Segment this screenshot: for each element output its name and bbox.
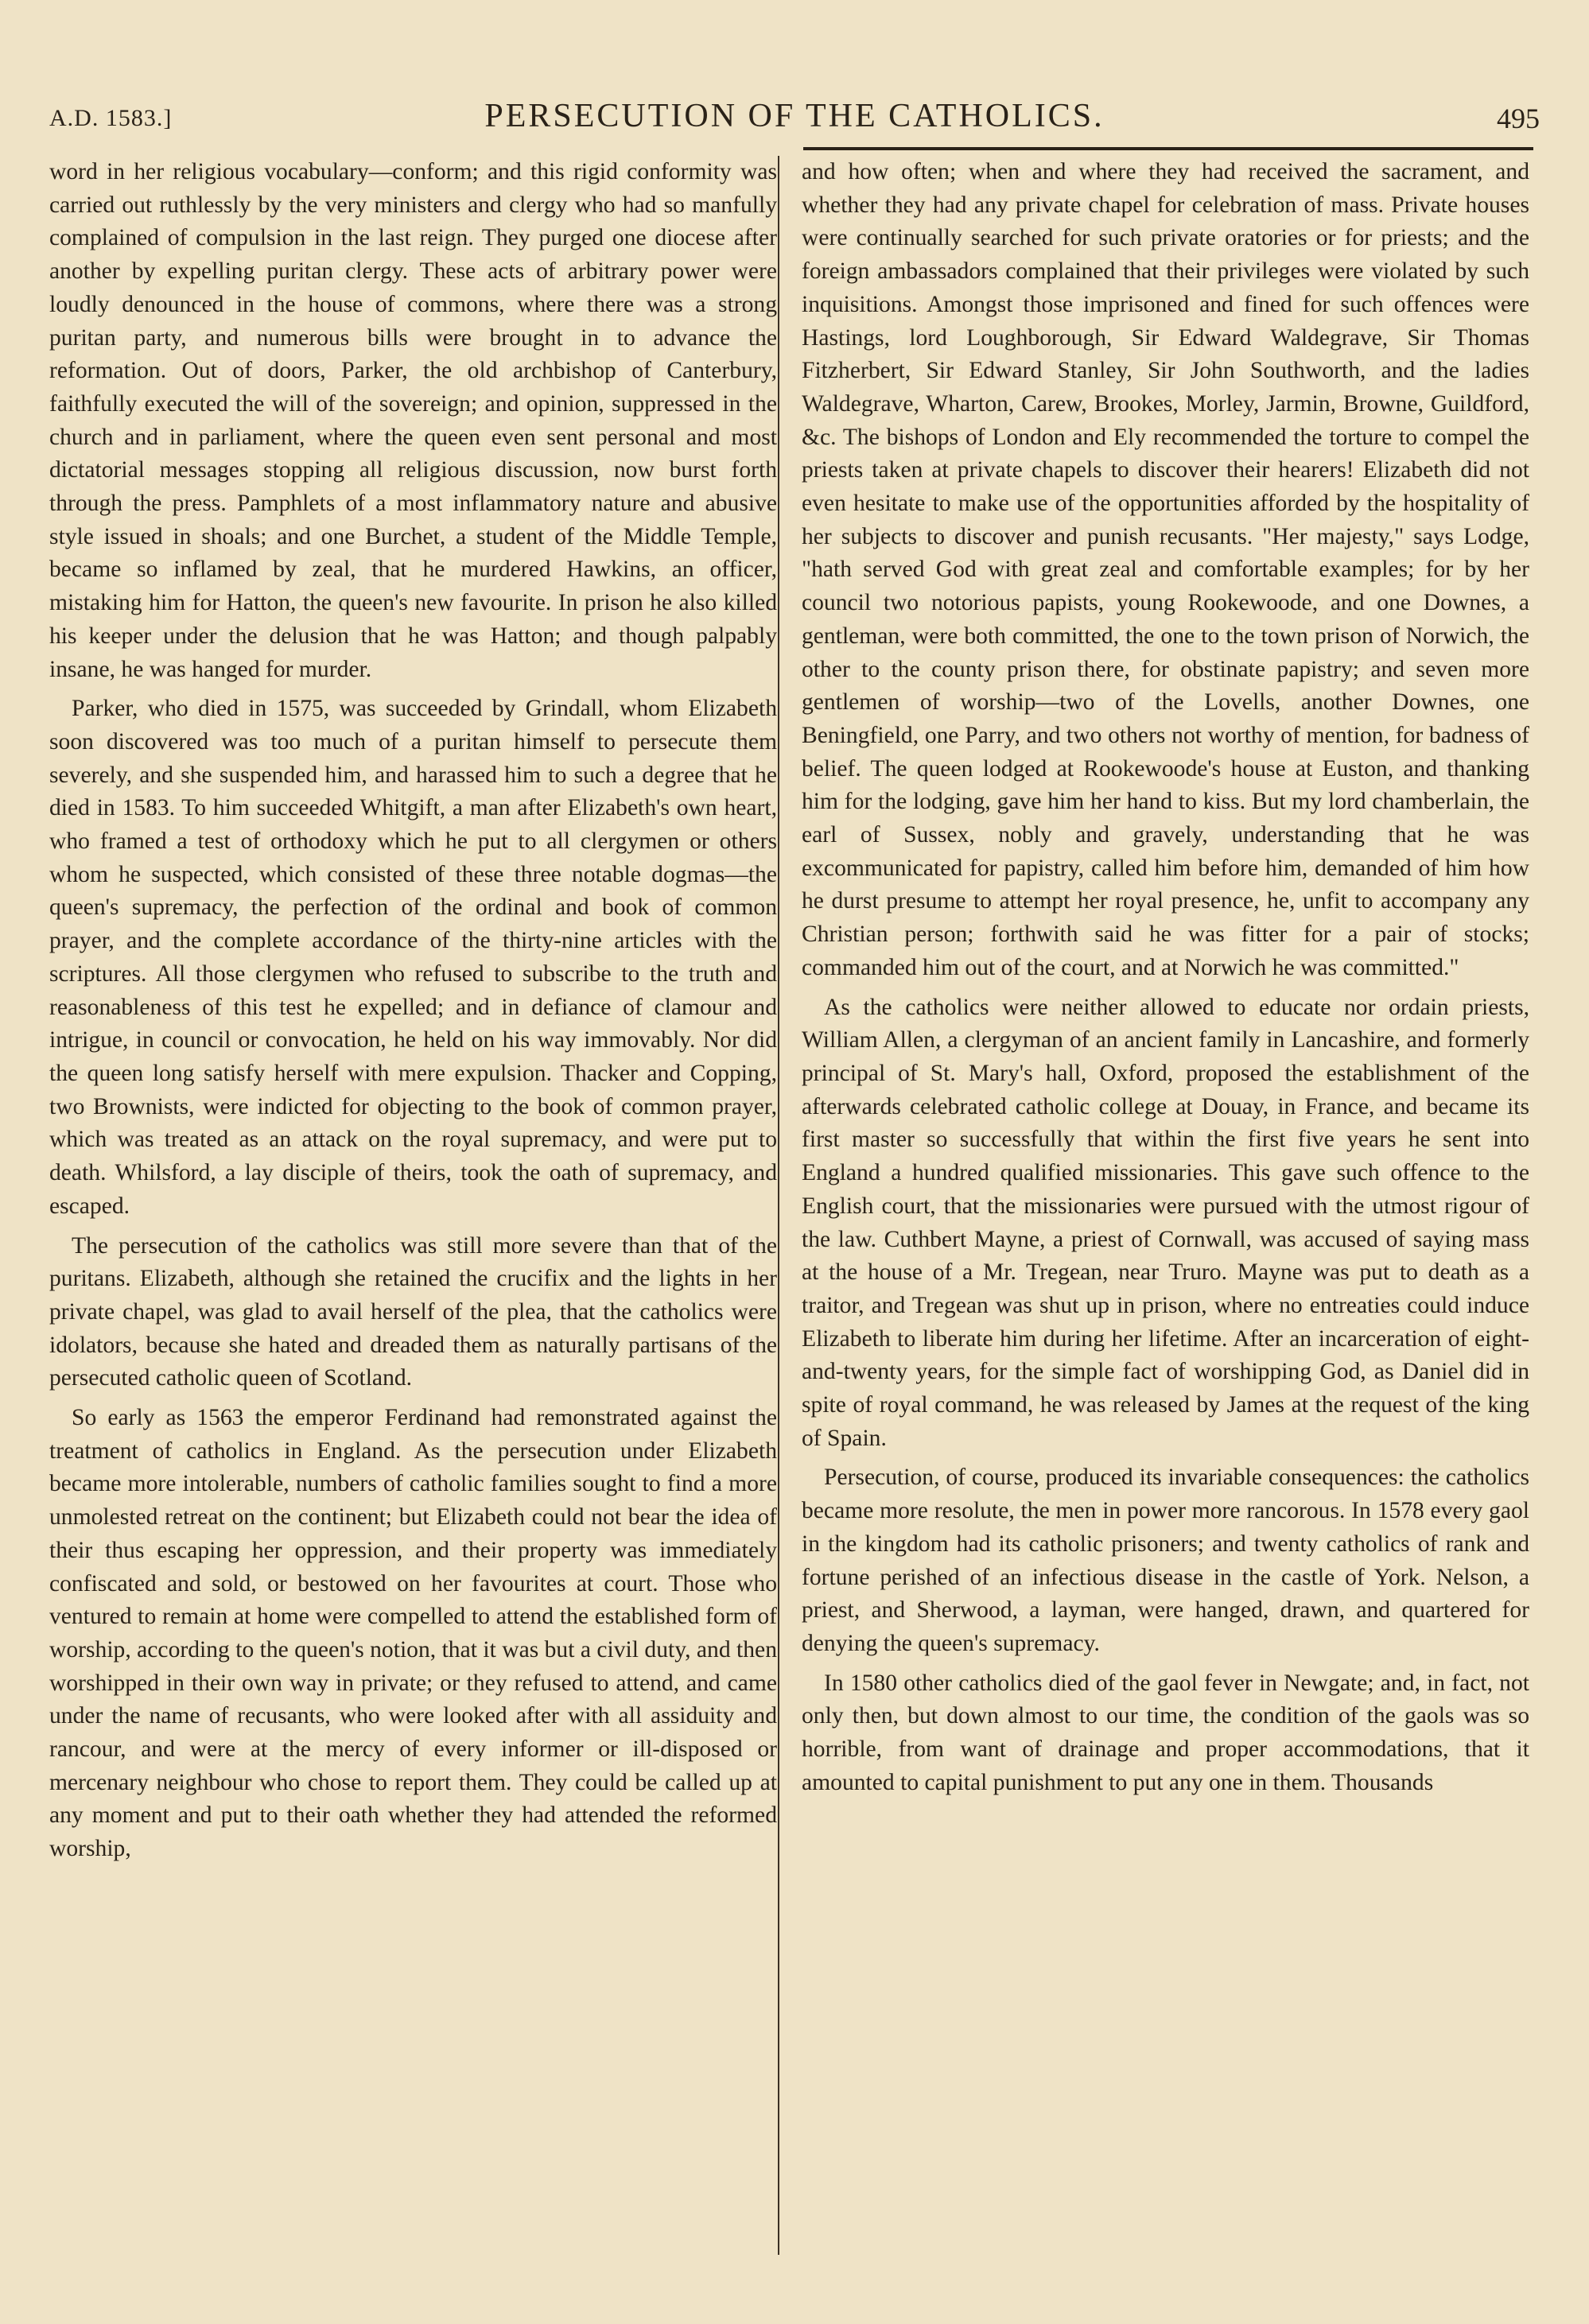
header-title: PERSECUTION OF THE CATHOLICS. [484,98,1105,134]
paragraph: and how often; when and where they had received the sacrament, and whether they had any private chapel for celebration of mass. Private houses were continually searched for such private oratories or for priests; and the foreign ambassadors complained that their privileges were violated by such inquisitions. Amongst those imprisoned and fined for such offences were Hastings, lord Loughborough, Sir Edward Waldegrave, Sir Thomas Fitzherbert, Sir Edward Stanley, Sir John Southworth, and the ladies Waldegrave, Wharton, Carew, Brookes, Morley, Jarmin, Browne, Guildford, &c. The bishops of London and Ely recommended the torture to compel the priests taken at private chapels to discover their hearers! Elizabeth did not even hesitate to make use of the opportunities afforded by the hospitality of her subjects to discover and punish recusants. "Her majesty," says Lodge, "hath served God with great zeal and comfortable examples; for by her council two notorious papists, young Rookewoode, and one Downes, a gentleman, were both committed, the one to the town prison of Norwich, the other to the county prison there, for obstinate papistry; and seven more gentlemen of worship—two of the Lovells, another Downes, one Beningfield, one Parry, and two others not worthy of mention, for badness of belief. The queen lodged at Rookewoode's house at Euston, and thanking him for the lodging, gave him her hand to kiss. But my lord chamberlain, the earl of Sussex, nobly and gravely, understanding that he was excommunicated for papistry, called him before him, demanded of him how he durst presume to attempt her royal presence, he, unfit to accompany any Christian person; forthwith said he was fitter for a pair of stocks; commanded him out of the court, and at Norwich he was committed." [802,159,1529,980]
page-number: 495 [1497,103,1540,134]
column-divider [778,156,779,2255]
paragraph: As the catholics were neither allowed to educate nor ordain priests, William Allen, a clergyman of an ancient family in Lancashire, and formerly principal of St. Mary's hall, Oxford, proposed the establishment of the afterwards celebrated catholic college at Douay, in France, and became its first master so successfully that within the first five years he sent into England a hundred qualified missionaries. This gave such offence to the English court, that the missionaries were pursued with the utmost rigour of the law. Cuthbert Mayne, a priest of Cornwall, was accused of saying mass at the house of a Mr. Tregean, near Truro. Mayne was put to death as a traitor, and Tregean was shut up in prison, where no entreaties could induce Elizabeth to liberate him during her lifetime. After an incarceration of eight-and-twenty years, for the simple fact of worshipping God, as Daniel did in spite of royal command, he was released by James at the request of the king of Spain. [802,994,1529,1451]
paragraph: Persecution, of course, produced its invariable consequences: the catholics became more resolute, the men in power more rancorous. In 1578 every gaol in the kingdom had its catholic prisoners; and twenty catholics of rank and fortune perished of an infectious disease in the castle of York. Nelson, a priest, and Sherwood, a layman, were hanged, drawn, and quartered for denying the queen's supremacy. [802,1465,1529,1656]
right-column [802,156,1529,2287]
paragraph: So early as 1563 the emperor Ferdinand had remonstrated against the treatment of catholics in England. As the persecution under Elizabeth became more intolerable, numbers of catholic families sought to find a more unmolested retreat on the continent; but Elizabeth could not bear the idea of their thus escaping her oppression, and their property was immediately confiscated and sold, or bestowed on her favourites at court. Those who ventured to remain at home were compelled to attend the established form of worship, according to the queen's notion, that it was but a civil duty, and then worshipped in their own way in private; or they refused to attend, and came under the name of recusants, who were looked after with all assiduity and rancour, and were at the mercy of every informer or ill-disposed or mercenary neighbour who chose to report them. They could be called up at any moment and put to their oath whether they had attended the reformed worship, [49,1405,777,1862]
paragraph: In 1580 other catholics died of the gaol fever in Newgate; and, in fact, not only then, but down almost to our time, the condition of the gaols was so horrible, from want of drainage and proper accommodations, that it amounted to capital punishment to put any one in them. Thousands [802,1670,1529,1795]
header-year: A.D. 1583.] [49,105,173,131]
left-column [49,156,777,2287]
header-rule [803,147,1533,150]
paragraph: Parker, who died in 1575, was succeeded by Grindall, whom Elizabeth soon discovered was too much of a puritan himself to persecute them severely, and she suspended him, and harassed him to such a degree that he died in 1583. To him succeeded Whitgift, a man after Elizabeth's own heart, who framed a test of orthodoxy which he put to all clergymen or others whom he suspected, which consisted of these three notable dogmas—the queen's supremacy, the perfection of the ordinal and book of common prayer, and the complete accordance of the thirty-nine articles with the scriptures. All those clergymen who refused to subscribe to the truth and reasonableness of this test he expelled; and in defiance of clamour and intrigue, in council or convocation, he held on his way immovably. Nor did the queen long satisfy herself with mere expulsion. Thacker and Copping, two Brownists, were indicted for objecting to the book of common prayer, which was treated as an attack on the royal supremacy, and were put to death. Whilsford, a lay disciple of theirs, took the oath of supremacy, and escaped. [49,696,777,1219]
running-header [49,94,1540,142]
paragraph: word in her religious vocabulary—conform; and this rigid conformity was carried out ruthlessly by the very ministers and clergy who had so manfully complained of compulsion in the last reign. They purged one diocese after another by expelling puritan clergy. These acts of arbitrary power were loudly denounced in the house of commons, where there was a strong puritan party, and numerous bills were brought in to advance the reformation. Out of doors, Parker, the old archbishop of Canterbury, faithfully executed the will of the sovereign; and opinion, suppressed in the church and in parliament, where the queen even sent personal and most dictatorial messages stopping all religious discussion, now burst forth through the press. Pamphlets of a most inflammatory nature and abusive style issued in shoals; and one Burchet, a student of the Middle Temple, became so inflamed by zeal, that he murdered Hawkins, an officer, mistaking him for Hatton, the queen's new favourite. In prison he also killed his keeper under the delusion that he was Hatton; and though palpably insane, he was hanged for murder. [49,159,777,682]
paragraph: The persecution of the catholics was still more severe than that of the puritans. Elizabeth, although she retained the crucifix and the lights in her private chapel, was glad to avail herself of the plea, that the catholics were idolators, because she hated and dreaded them as naturally partisans of the persecuted catholic queen of Scotland. [49,1232,777,1391]
